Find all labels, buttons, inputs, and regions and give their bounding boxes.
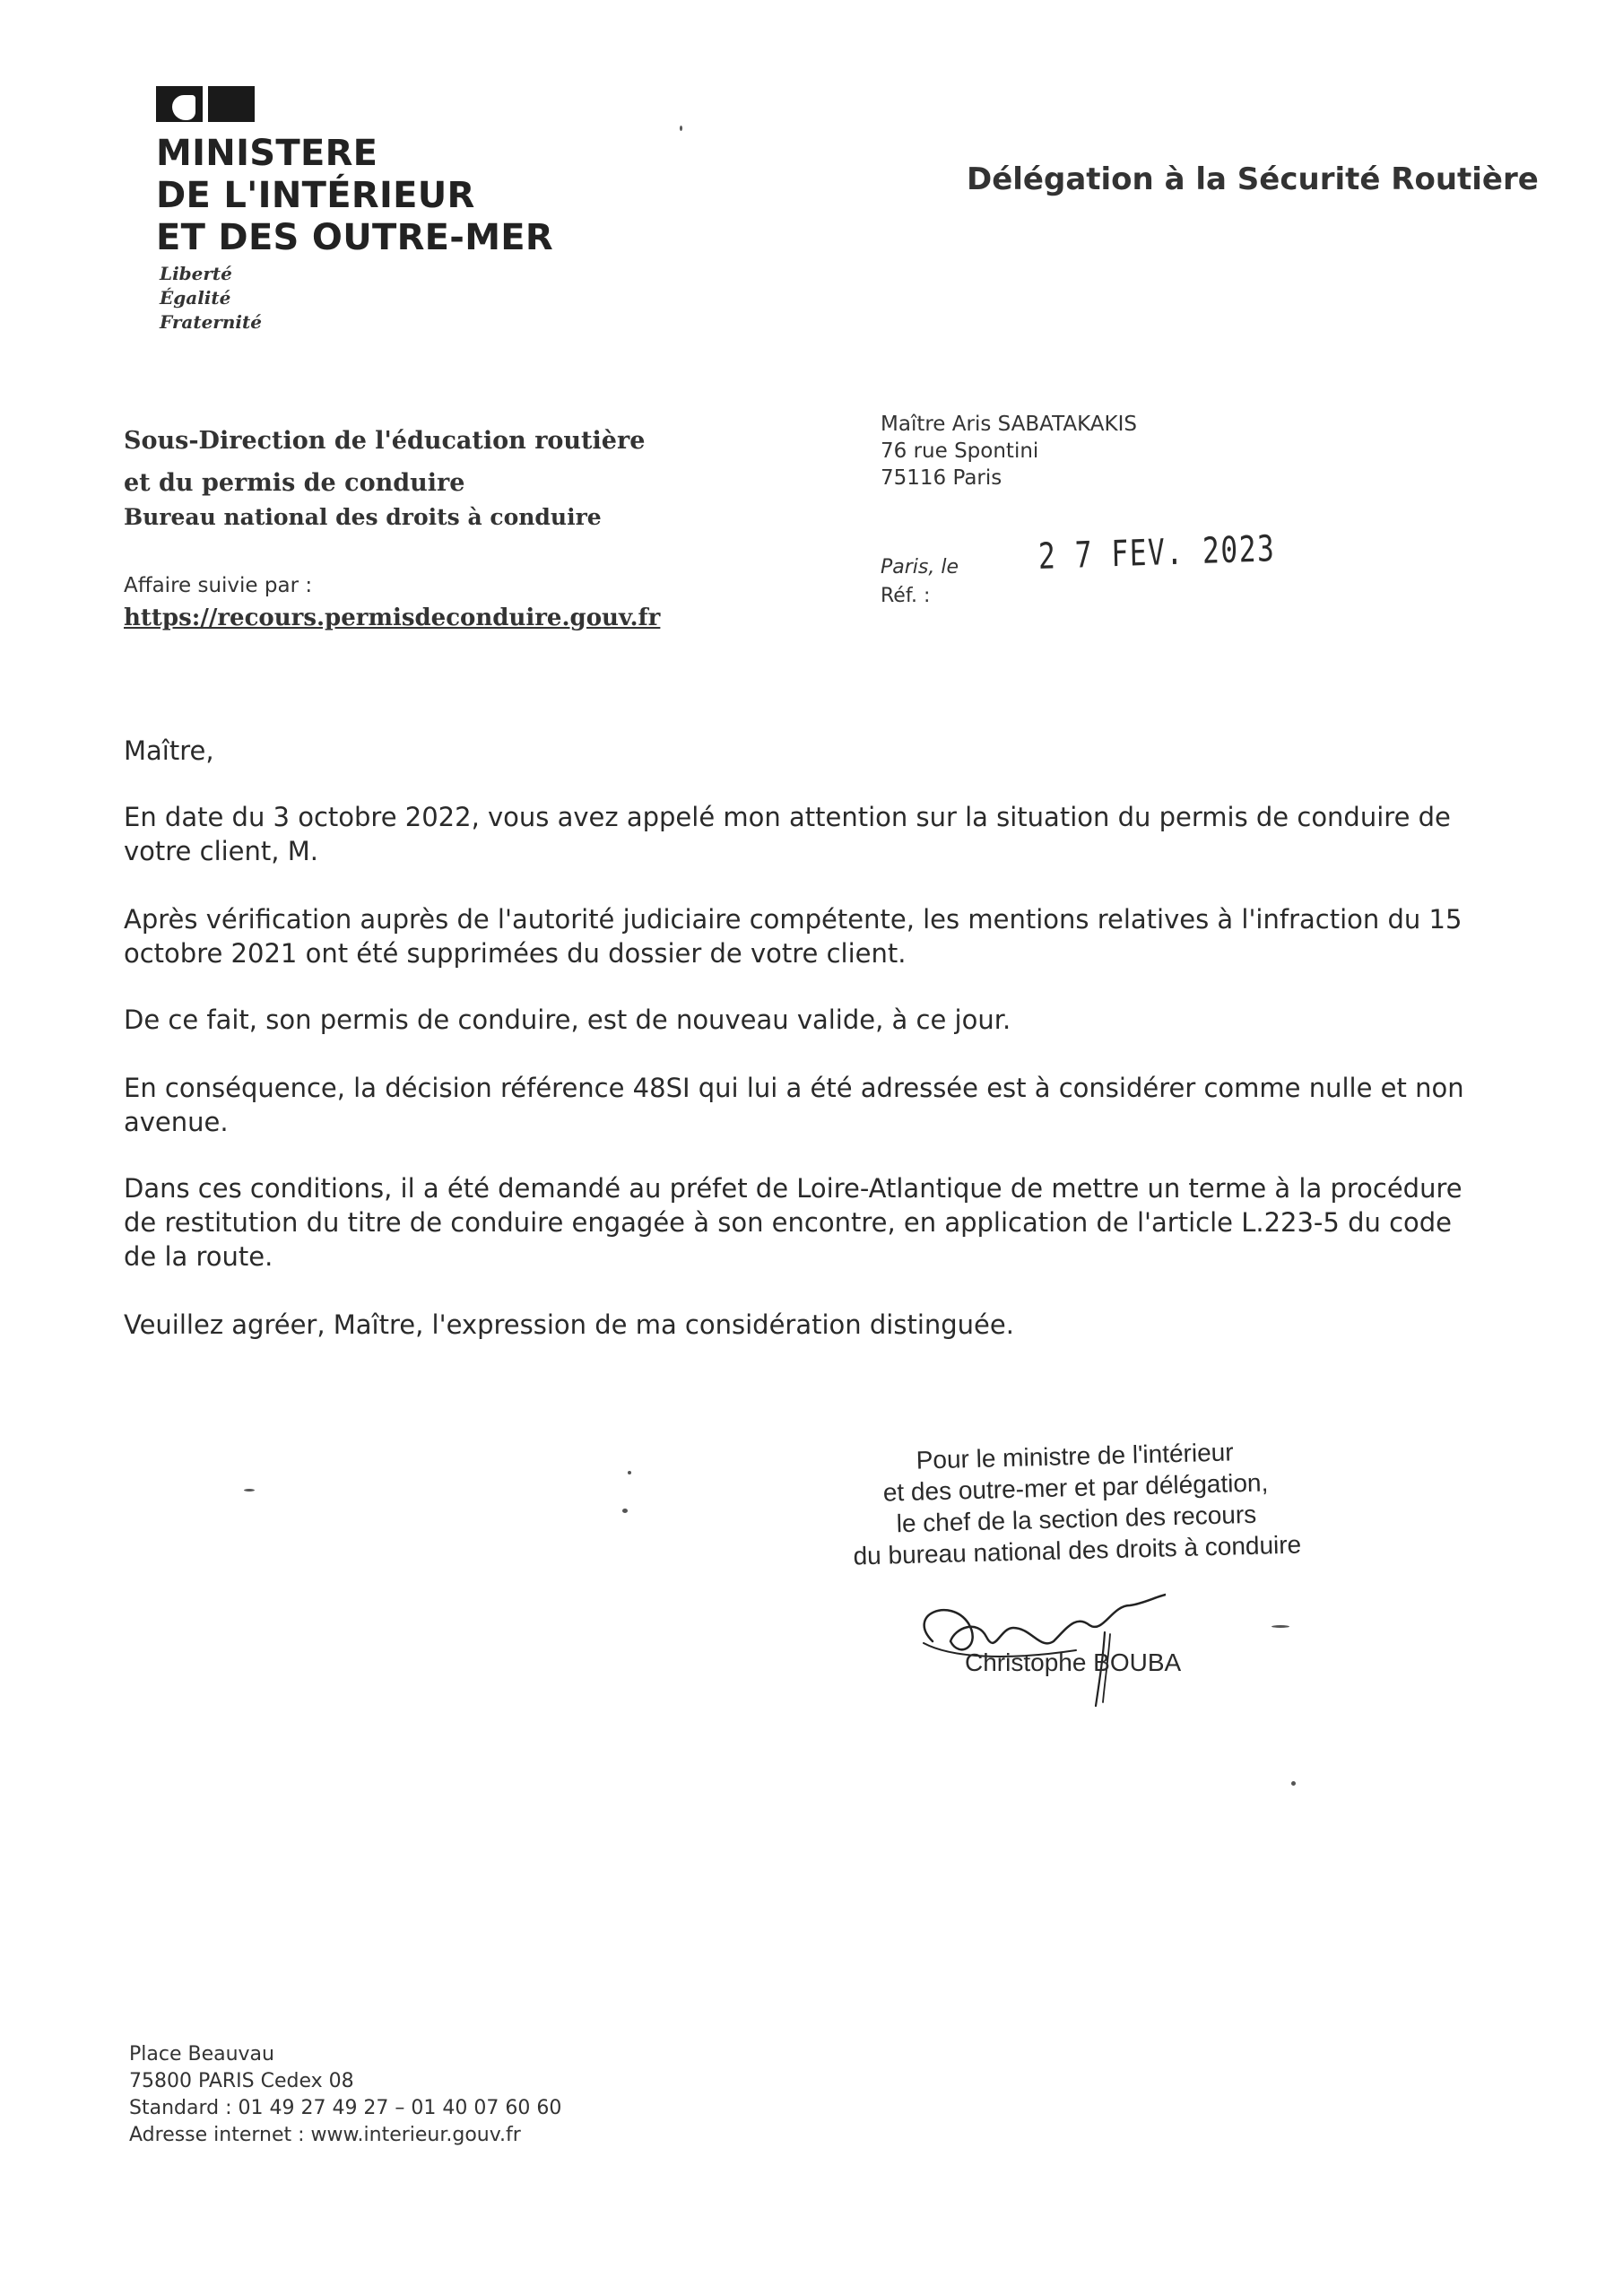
footer-line: Standard : 01 49 27 49 27 – 01 40 07 60 60: [129, 2097, 562, 2119]
paragraph-3: [124, 1003, 1505, 1037]
sub-direction: [124, 420, 645, 504]
recipient-address: [881, 411, 1137, 491]
ministry-line: MINISTERE: [156, 133, 378, 174]
motto-line: Liberté: [160, 263, 232, 284]
paragraph-line: avenue.: [124, 1107, 229, 1137]
scan-speck: [244, 1489, 255, 1492]
ref-label: Réf. :: [881, 585, 931, 607]
republic-motto: [160, 262, 262, 335]
scan-speck: [628, 1471, 631, 1474]
paragraph-4: [124, 1071, 1505, 1139]
paragraph-line: votre client, M.: [124, 836, 318, 866]
paragraph-line: octobre 2021 ont été supprimées du dossier de votre client.: [124, 938, 907, 969]
signature-line: et des outre-mer et par délégation,: [882, 1468, 1269, 1507]
paragraph-5: [124, 1171, 1505, 1274]
paragraph-line: Dans ces conditions, il a été demandé au préfet de Loire-Atlantique de mettre un terme à la procédure: [124, 1173, 1462, 1204]
ministry-line: DE L'INTÉRIEUR: [156, 175, 475, 216]
footer-line: Adresse internet : www.interieur.gouv.fr: [129, 2124, 521, 2146]
paragraph-line: En date du 3 octobre 2022, vous avez appelé mon attention sur la situation du permis de conduire de: [124, 802, 1451, 832]
paragraph-line: Après vérification auprès de l'autorité judiciaire compétente, les mentions relatives à l'infraction du 15: [124, 904, 1462, 935]
footer-line: 75800 PARIS Cedex 08: [129, 2070, 354, 2092]
recipient-line: 75116 Paris: [881, 466, 1002, 490]
scan-speck: [622, 1509, 628, 1513]
paragraph-6: [124, 1308, 1505, 1342]
paragraph-line: De ce fait, son permis de conduire, est de nouveau valide, à ce jour.: [124, 1004, 1011, 1035]
scan-speck: [680, 126, 682, 131]
motto-line: Égalité: [160, 287, 231, 309]
sub-direction-line: Sous-Direction de l'éducation routière: [124, 427, 646, 455]
affaire-link[interactable]: https://recours.permisdeconduire.gouv.fr: [124, 604, 661, 631]
paragraph-line: de la route.: [124, 1241, 273, 1272]
salutation: Maître,: [124, 735, 214, 766]
marianne-logo: [156, 83, 264, 124]
sub-direction-line: et du permis de conduire: [124, 469, 465, 497]
recipient-line: Maître Aris SABATAKAKIS: [881, 413, 1137, 436]
signature-line: le chef de la section des recours: [896, 1500, 1257, 1538]
scan-speck: [1271, 1625, 1289, 1628]
footer-address: [129, 2041, 561, 2149]
motto-line: Fraternité: [160, 311, 262, 333]
recipient-line: 76 rue Spontini: [881, 439, 1039, 463]
signature-line: Pour le ministre de l'intérieur: [916, 1438, 1234, 1474]
signature-line: du bureau national des droits à conduire: [853, 1530, 1302, 1570]
paragraph-line: de restitution du titre de conduire engagée à son encontre, en application de l'article L.223-5 du code: [124, 1207, 1453, 1238]
paragraph-1: [124, 800, 1505, 868]
scan-speck: [1291, 1781, 1296, 1786]
bureau-name: Bureau national des droits à conduire: [124, 504, 602, 530]
handwritten-signature: [897, 1578, 1166, 1713]
ministry-name: [156, 133, 553, 259]
footer-line: Place Beauvau: [129, 2043, 274, 2066]
paragraph-line: En conséquence, la décision référence 48SI qui lui a été adressée est à considérer comme nulle et non: [124, 1073, 1464, 1103]
paragraph-line: Veuillez agréer, Maître, l'expression de ma considération distinguée.: [124, 1309, 1014, 1340]
date-stamp: 2 7 FEV. 2023: [1037, 528, 1276, 578]
affaire-label: Affaire suivie par :: [124, 574, 313, 597]
signature-block: [823, 1434, 1328, 1573]
delegation-title: Délégation à la Sécurité Routière: [967, 161, 1539, 197]
place-label: Paris, le: [881, 556, 959, 578]
signer-name: Christophe BOUBA: [965, 1648, 1182, 1676]
paragraph-2: [124, 902, 1505, 970]
ministry-line: ET DES OUTRE-MER: [156, 217, 554, 258]
